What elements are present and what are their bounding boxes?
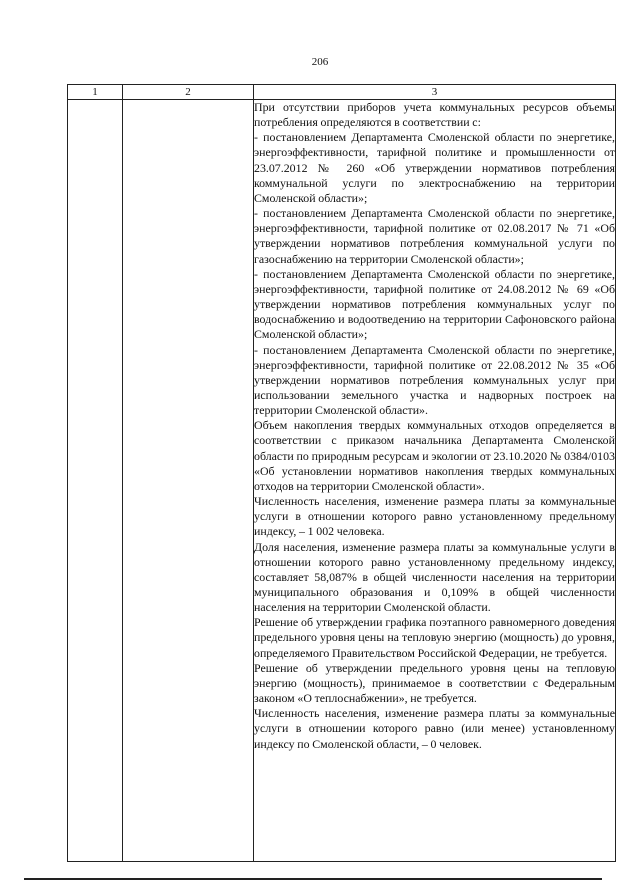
paragraph-heat-price-schedule: Решение об утверждении графика поэтапного равномерного доведения предельного уровня цены на тепловую энергию (мощность) до уровня, определяемого Правительством Российской Федерации, не требуется. [254,615,615,660]
column-header-2: 2 [123,85,254,100]
paragraph-metering-intro: При отсутствии приборов учета коммунальных ресурсов объемы потребления определяются в соответствии с: [254,100,615,130]
column-header-1: 1 [68,85,123,100]
column-header-3: 3 [254,85,616,100]
paragraph-population-share: Доля населения, изменение размера платы за коммунальные услуги в отношении которого равно установленному предельному индексу, составляет 58,087% в общей численности населения на территории муниципального образования и 0,109% в общей численности населения на территории Смоленской области. [254,539,615,615]
column-1-cell [68,100,123,862]
paragraph-water-norms: - постановлением Департамента Смоленской области по энергетике, энергоэффективности, тарифной политике от 24.08.2012 № 69 «Об утверждении нормативов потребления коммунальных услуг по водоснабжению и водоотведению на территории Сафоновского района Смоленской области»; [254,266,615,342]
column-2-cell [123,100,254,862]
paragraph-electricity-norms: - постановлением Департамента Смоленской области по энергетике, энергоэффективности, тарифной политике и промышленности от 23.07.2012 № 260 «Об утверждении нормативов потребления коммунальной услуги по электроснабжению на территории Смоленской области»; [254,130,615,205]
paragraph-population-below-index: Численность населения, изменение размера платы за коммунальные услуги в отношении которого равно (или менее) установленному индексу по Смоленской области, – 0 человек. [254,706,615,751]
paragraph-heat-price-limit: Решение об утверждении предельного уровня цены на тепловую энергию (мощность), принимаемое в соответствии с Федеральным законом «О теплоснабжении», не требуется. [254,660,615,706]
table-header-row [68,85,616,100]
page-number: 206 [311,56,329,68]
document-table [67,84,616,862]
table-row [68,100,616,862]
paragraph-land-plot-norms: - постановлением Департамента Смоленской области по энергетике, энергоэффективности, тарифной политике от 22.08.2012 № 35 «Об утверждении нормативов потребления коммунальных услуг при использовании земельного участка и надворных построек на территории Смоленской области». [254,342,615,418]
bottom-rule [24,878,602,880]
column-3-cell [254,100,616,862]
paragraph-population-count: Численность населения, изменение размера платы за коммунальные услуги в отношении которого равно установленному предельному индексу, – 1 002 человека. [254,494,615,539]
paragraph-solid-waste: Объем накопления твердых коммунальных отходов определяется в соответствии с приказом начальника Департамента Смоленской области по природным ресурсам и экологии от 23.10.2020 № 0384/0103 «Об установлении нормативов накопления твердых коммунальных отходов на территории Смоленской области». [254,418,615,493]
paragraph-gas-norms: - постановлением Департамента Смоленской области по энергетике, энергоэффективности, тарифной политике от 02.08.2017 № 71 «Об утверждении нормативов потребления коммунальной услуги по газоснабжению на территории Смоленской области»; [254,206,615,266]
